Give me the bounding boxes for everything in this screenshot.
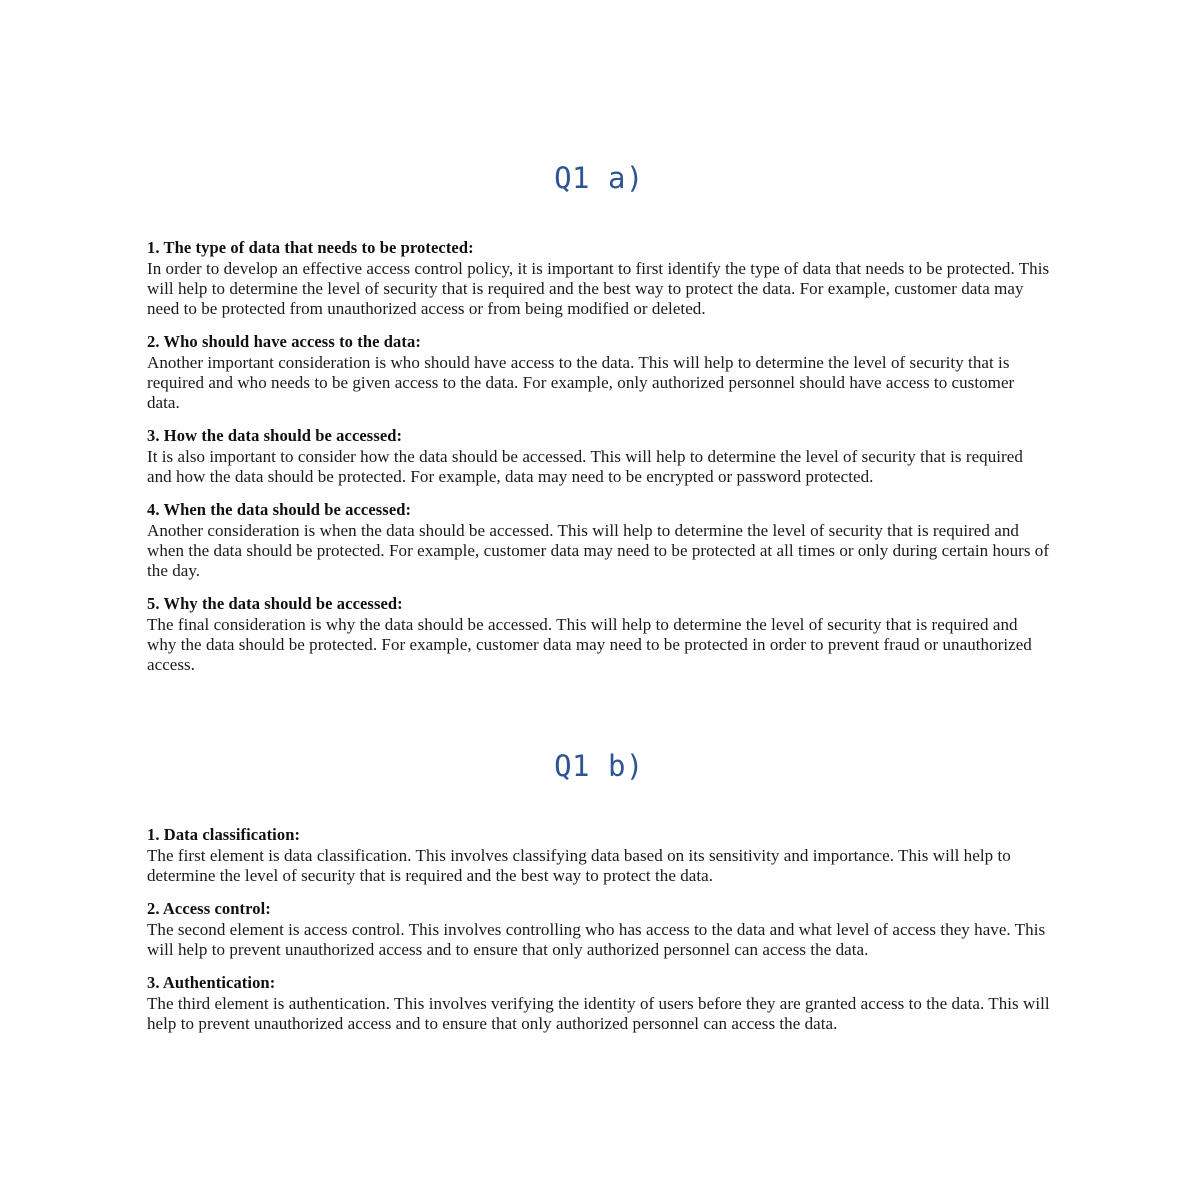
answer-block xyxy=(147,238,1051,319)
section-q1-a-blocks xyxy=(147,216,1051,675)
answer-block-title: 3. How the data should be accessed: xyxy=(147,425,403,445)
answer-block xyxy=(147,825,1051,886)
answer-block-body: The third element is authentication. This involves verifying the identity of users before they are granted access to the data. This will help to prevent unauthorized access and to ensure that only authorized personnel can access the data. xyxy=(147,994,1050,1034)
answer-block-body: Another important consideration is who should have access to the data. This will help to determine the level of security that is required and who needs to be given access to the data. For example, only authorized personnel should have access to customer data. xyxy=(147,352,1015,412)
answer-block-title: 1. Data classification: xyxy=(147,825,301,845)
answer-block-title: 5. Why the data should be accessed: xyxy=(147,593,403,613)
section-heading-q1-b: Q1 b) xyxy=(554,749,644,784)
answer-block-body: The final consideration is why the data should be accessed. This will help to determine the level of security that is required and why the data should be protected. For example, customer data may need to be protected in order to prevent fraud or unauthorized access. xyxy=(147,614,1032,674)
answer-block-title: 1. The type of data that needs to be protected: xyxy=(147,237,474,257)
answer-block xyxy=(147,899,1051,960)
section-heading-q1-a: Q1 a) xyxy=(554,161,644,196)
section-q1-a xyxy=(147,19,1051,674)
answer-block xyxy=(147,594,1051,675)
answer-block xyxy=(147,332,1051,413)
answer-block-title: 2. Access control: xyxy=(147,899,271,919)
answer-block-body: The second element is access control. This involves controlling who has access to the data and what level of access they have. This will help to prevent unauthorized access and to ensure that only authorized personnel can access the data. xyxy=(147,920,1046,960)
answer-block-title: 3. Authentication: xyxy=(147,973,276,993)
answer-block xyxy=(147,426,1051,487)
answer-block-body: Another consideration is when the data should be accessed. This will help to determine the level of security that is required and when the data should be protected. For example, customer data may need to be protected at all times or only during certain hours of the day. xyxy=(147,520,1050,580)
section-q1-b-blocks xyxy=(147,803,1051,1034)
answer-block xyxy=(147,500,1051,581)
section-q1-b xyxy=(147,694,1051,1034)
answer-block-title: 4. When the data should be accessed: xyxy=(147,499,412,519)
answer-block-body: The first element is data classification. This involves classifying data based on its sensitivity and importance. This will help to determine the level of security that is required and the best way to protect the data. xyxy=(147,846,1011,886)
answer-block-body: It is also important to consider how the data should be accessed. This will help to determine the level of security that is required and how the data should be protected. For example, data may need to be encrypted or password protected. xyxy=(147,446,1023,486)
answer-block-body: In order to develop an effective access control policy, it is important to first identify the type of data that needs to be protected. This will help to determine the level of security that is required and the best way to protect the data. For example, customer data may need to be protected from unauthorized access or from being modified or deleted. xyxy=(147,258,1050,318)
answer-block xyxy=(147,973,1051,1034)
content-column xyxy=(147,0,1051,1034)
answer-block-title: 2. Who should have access to the data: xyxy=(147,331,421,351)
